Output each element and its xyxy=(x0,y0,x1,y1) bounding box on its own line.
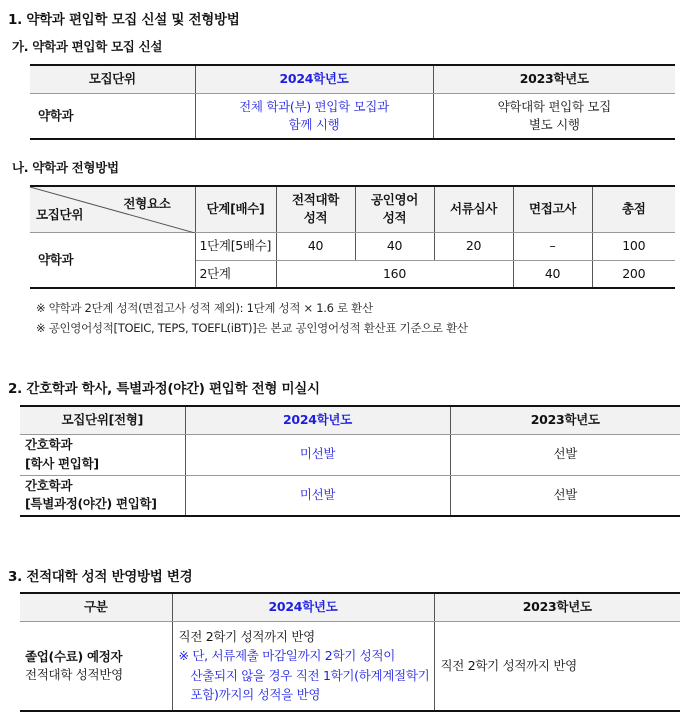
cell-total-1: 100 xyxy=(592,232,675,260)
cell-2024: 미선발 xyxy=(185,434,450,475)
col-header-total: 총점 xyxy=(592,186,675,232)
row-unit-line2: [학사 편입학] xyxy=(25,455,99,471)
cell-interview-1: – xyxy=(513,232,592,260)
cell-2023-line1: 약학대학 편입학 모집 xyxy=(497,98,611,114)
cell-interview-2: 40 xyxy=(513,260,592,288)
col-header-prior-line2: 성적 xyxy=(303,210,328,226)
section3-title: 3. 전적대학 성적 반영방법 변경 xyxy=(8,569,193,585)
cell-2023: 선발 xyxy=(450,434,680,475)
row-category xyxy=(20,621,172,711)
col-header-category: 구분 xyxy=(20,593,172,621)
row-unit xyxy=(20,434,185,475)
cell-stage-2: 2단계 xyxy=(195,260,276,288)
col-header-prior-line1: 전적대학 xyxy=(291,192,340,208)
diag-bottom-label: 모집단위 xyxy=(36,207,84,223)
row-unit-line1: 간호학과 xyxy=(25,437,73,453)
cell-2023-line2: 별도 시행 xyxy=(528,116,580,132)
cell-2023 xyxy=(433,93,675,139)
cell-2024-note1: ※ 단, 서류제출 마감일까지 2학기 성적이 xyxy=(178,648,395,664)
col-header-interview: 면접고사 xyxy=(513,186,592,232)
cell-2024-note3: 포함)까지의 성적을 반영 xyxy=(190,687,321,703)
col-header-stage: 단계[배수] xyxy=(195,186,276,232)
col-header-english xyxy=(355,186,434,232)
cell-english-1: 40 xyxy=(355,232,434,260)
table-pharmacy-method xyxy=(30,185,675,289)
cell-2024-line1: 전체 학과(부) 편입학 모집과 xyxy=(239,98,389,114)
cell-2024-line2: 함께 시행 xyxy=(288,116,340,132)
row-unit xyxy=(20,475,185,516)
col-header-2023: 2023학년도 xyxy=(434,593,680,621)
row-unit: 약학과 xyxy=(30,232,195,288)
col-header-english-line1: 공인영어 xyxy=(370,192,419,208)
cell-2024-note2: 산출되지 않을 경우 직전 1학기(하계계절학기 xyxy=(190,667,430,683)
col-header-unit: 모집단위[전형] xyxy=(20,406,185,434)
diag-top-label: 전형요소 xyxy=(123,196,171,211)
cell-combined-2: 160 xyxy=(276,260,513,288)
cell-2024 xyxy=(195,93,433,139)
col-header-2023: 2023학년도 xyxy=(450,406,680,434)
col-header-document: 서류심사 xyxy=(434,186,513,232)
col-header-prior xyxy=(276,186,355,232)
cell-2024 xyxy=(172,621,434,711)
diagonal-header xyxy=(30,186,195,232)
row-category-line1: 졸업(수료) 예정자 xyxy=(25,648,123,664)
row-unit-line2: [특별과정(야간) 편입학] xyxy=(25,496,157,512)
table-row xyxy=(20,434,680,475)
cell-total-2: 200 xyxy=(592,260,675,288)
note-1: ※ 약학과 2단계 성적(면접고사 성적 제외): 1단계 성적 × 1.6 로 환산 xyxy=(36,301,373,315)
cell-2024-line1: 직전 2학기 성적까지 반영 xyxy=(178,629,315,644)
table-grade-method xyxy=(20,592,680,712)
col-header-unit: 모집단위 xyxy=(30,65,195,93)
col-header-english-line2: 성적 xyxy=(382,210,407,226)
cell-document-1: 20 xyxy=(434,232,513,260)
row-unit: 약학과 xyxy=(30,93,195,139)
row-category-line2: 전적대학 성적반영 xyxy=(25,666,123,682)
cell-2024: 미선발 xyxy=(185,475,450,516)
row-unit-line1: 간호학과 xyxy=(25,478,73,494)
col-header-2024: 2024학년도 xyxy=(195,65,433,93)
section1-title: 1. 약학과 편입학 모집 신설 및 전형방법 xyxy=(8,12,240,28)
cell-2023: 직전 2학기 성적까지 반영 xyxy=(434,621,680,711)
table-row xyxy=(20,475,680,516)
section1-sub-a: 가. 약학과 편입학 모집 신설 xyxy=(12,39,163,54)
cell-stage-1: 1단계[5배수] xyxy=(195,232,276,260)
note-2: ※ 공인영어성적[TOEIC, TEPS, TOEFL(iBT)]은 본교 공인영어성적 환산표 기준으로 환산 xyxy=(36,321,468,335)
col-header-2023: 2023학년도 xyxy=(433,65,675,93)
section2-title: 2. 간호학과 학사, 특별과정(야간) 편입학 전형 미실시 xyxy=(8,381,320,397)
table-pharmacy-recruitment xyxy=(30,64,675,140)
cell-prior-1: 40 xyxy=(276,232,355,260)
table-nursing xyxy=(20,405,680,517)
cell-2023: 선발 xyxy=(450,475,680,516)
section1-sub-b: 나. 약학과 전형방법 xyxy=(12,160,119,175)
col-header-2024: 2024학년도 xyxy=(172,593,434,621)
col-header-2024: 2024학년도 xyxy=(185,406,450,434)
